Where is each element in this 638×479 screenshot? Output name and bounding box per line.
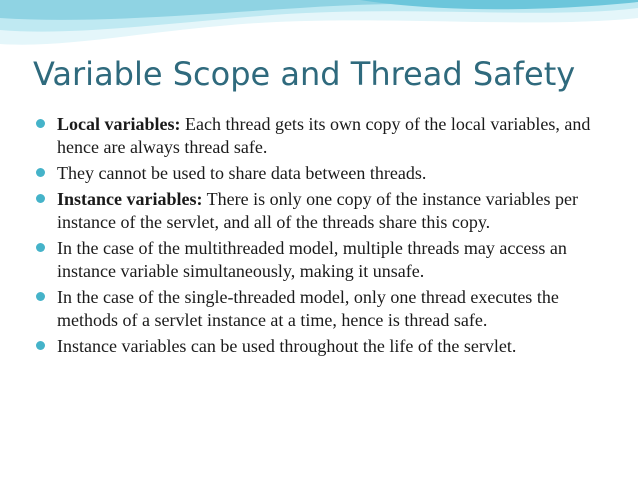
bullet-text: In the case of the single-threaded model, only one thread executes the methods of a servlet instance at a time, hence is thread safe. [57, 287, 559, 330]
bullet-item [33, 188, 623, 234]
bullet-item [33, 286, 623, 332]
bullet-text: They cannot be used to share data between threads. [57, 163, 427, 183]
bullet-item [33, 162, 623, 185]
bullet-text: Each thread gets its own copy of the local variables, and hence are always thread safe. [57, 114, 591, 157]
bullet-item [33, 237, 623, 283]
bullet-dot-icon [36, 119, 45, 128]
slide-title: Variable Scope and Thread Safety [33, 55, 576, 93]
bullet-item [33, 335, 623, 358]
bullet-dot-icon [36, 341, 45, 350]
bullet-text: In the case of the multithreaded model, multiple threads may access an instance variable simultaneously, making it unsafe. [57, 238, 567, 281]
bullet-text: Instance variables can be used throughout the life of the servlet. [57, 336, 517, 356]
bullet-dot-icon [36, 243, 45, 252]
bullet-dot-icon [36, 292, 45, 301]
bullet-dot-icon [36, 168, 45, 177]
bullet-term: Instance variables: [57, 189, 203, 209]
bullet-dot-icon [36, 194, 45, 203]
bullet-text: There is only one copy of the instance variables per instance of the servlet, and all of the threads share this copy. [57, 189, 579, 232]
bullet-item [33, 113, 623, 159]
bullet-term: Local variables: [57, 114, 181, 134]
bullet-list [33, 113, 623, 361]
